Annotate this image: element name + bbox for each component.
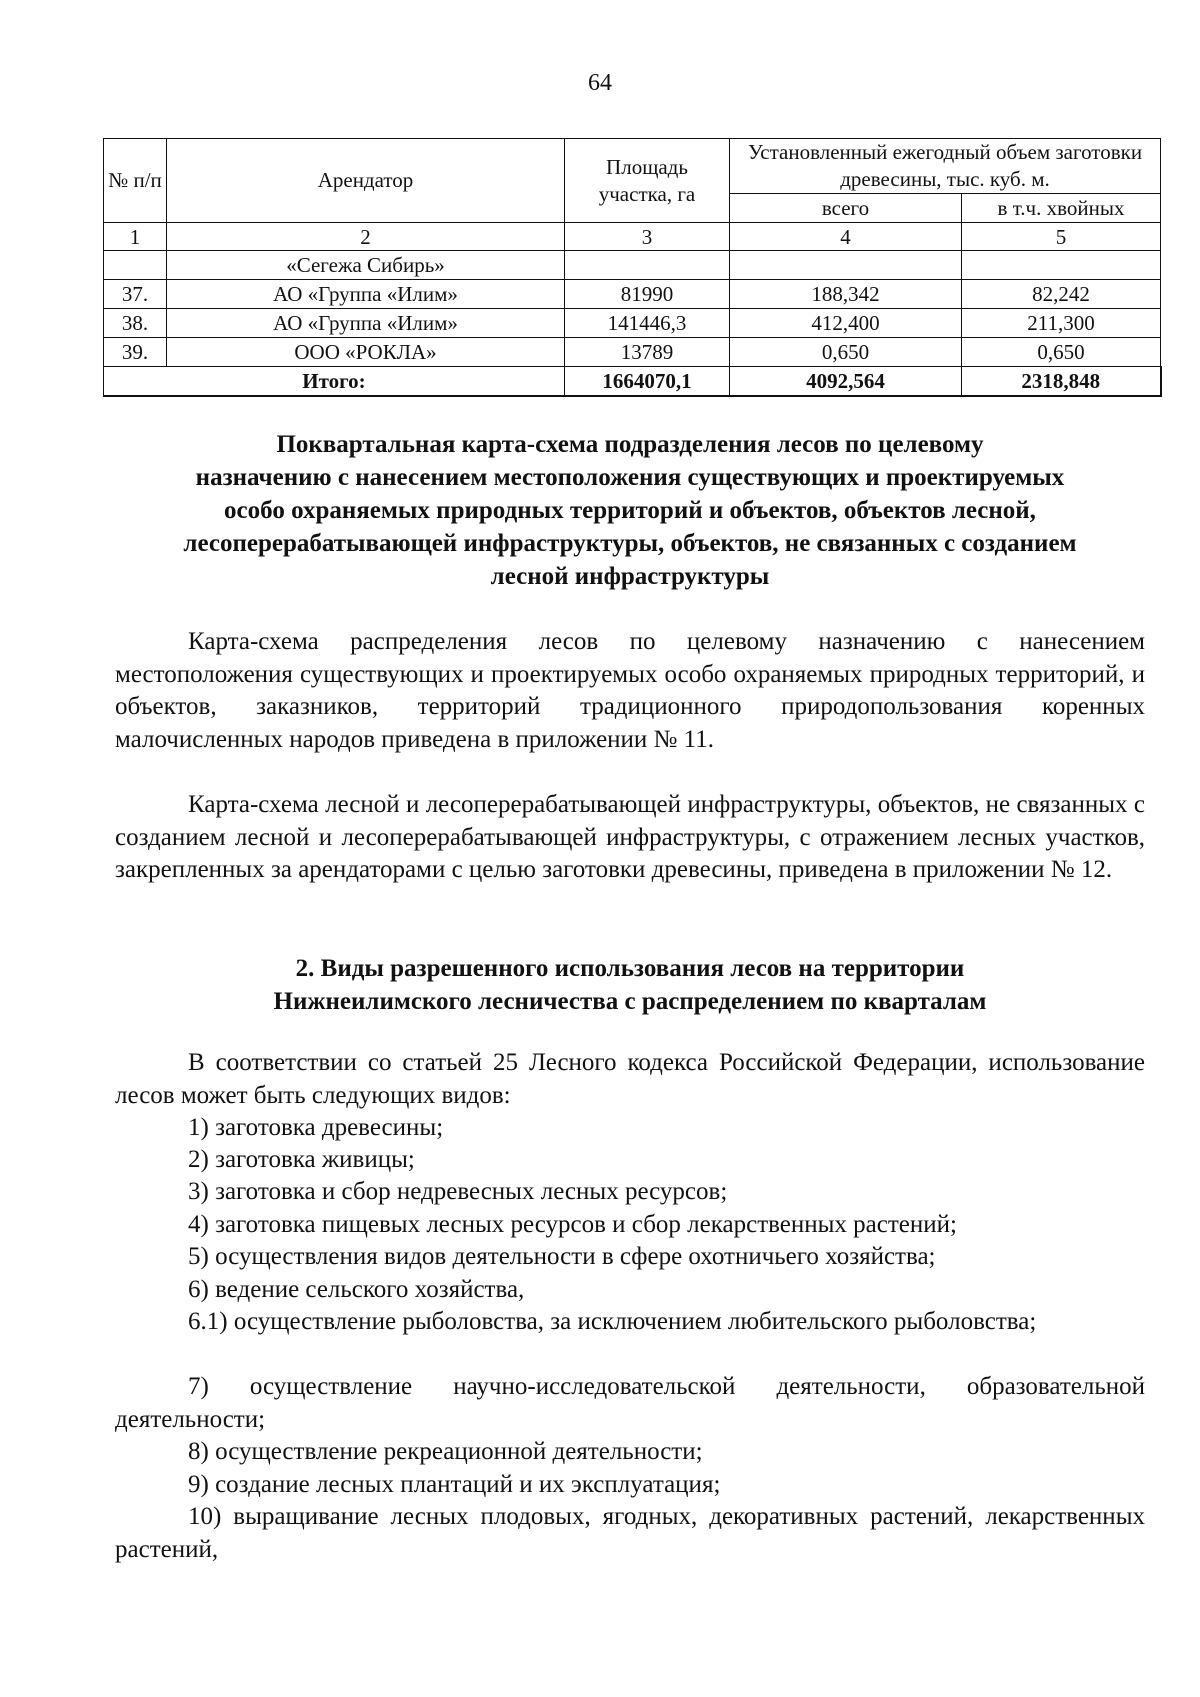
cell-num [104, 251, 167, 280]
title-line: лесной инфраструктуры [490, 563, 770, 590]
total-area: 1664070,1 [565, 367, 730, 397]
title-line: лесоперерабатывающей инфраструктуры, объектов, не связанных с созданием [183, 530, 1077, 557]
header-num: № п/п [104, 139, 167, 223]
section1-title [110, 428, 1150, 593]
section2-intro: В соответствии со статьей 25 Лесного кодекса Российской Федерации, использование лесов может быть следующих видов: [115, 1049, 1145, 1109]
cell-area [565, 251, 730, 280]
list-item: 6.1) осуществление рыболовства, за исключением любительского рыболовства; [188, 1308, 1037, 1335]
list-item: 8) осуществление рекреационной деятельности; [188, 1438, 703, 1465]
column-index: 5 [962, 223, 1161, 251]
cell-area: 13789 [565, 338, 730, 367]
cell-area: 141446,3 [565, 309, 730, 338]
list-item: 3) заготовка и сбор недревесных лесных ресурсов; [188, 1178, 728, 1205]
cell-total [730, 251, 962, 280]
title-line: назначению с нанесением местоположения существующих и проектируемых [195, 464, 1065, 491]
cell-tenant: ООО «РОКЛА» [167, 338, 565, 367]
table-row [104, 309, 1161, 338]
column-index: 3 [565, 223, 730, 251]
list-item: 4) заготовка пищевых лесных ресурсов и сбор лекарственных растений; [188, 1211, 957, 1238]
table-row [104, 251, 1161, 280]
cell-total: 0,650 [730, 338, 962, 367]
cell-coniferous: 0,650 [962, 338, 1161, 367]
header-coniferous: в т.ч. хвойных [962, 194, 1161, 223]
title-line: Нижнеилимского лесничества с распределением по кварталам [273, 988, 987, 1015]
table-row [104, 338, 1161, 367]
section1-paragraph1: Карта-схема распределения лесов по целевому назначению с нанесением местоположения существующих и проектируемых особо охраняемых природных территорий, и объектов, заказников, территорий традиционного природопользования коренных малочисленных народов приведена в приложении № 11. [115, 628, 1145, 753]
list-item: 9) создание лесных плантаций и их эксплуатация; [188, 1471, 721, 1498]
cell-coniferous [962, 251, 1161, 280]
cell-total: 412,400 [730, 309, 962, 338]
header-tenant: Арендатор [167, 139, 565, 223]
header-total: всего [730, 194, 962, 223]
total-label: Итого: [104, 367, 565, 397]
list-item: 5) осуществления видов деятельности в сфере охотничьего хозяйства; [188, 1243, 936, 1270]
title-line: особо охраняемых природных территорий и объектов, объектов лесной, [224, 497, 1036, 524]
column-index-row [104, 223, 1161, 251]
title-line: Поквартальная карта-схема подразделения лесов по целевому [276, 431, 984, 458]
title-line: 2. Виды разрешенного использования лесов на территории [295, 955, 965, 982]
section2-title [110, 952, 1150, 1018]
page-number: 64 [588, 70, 612, 96]
column-index: 2 [167, 223, 565, 251]
cell-coniferous: 211,300 [962, 309, 1161, 338]
section1-paragraph2: Карта-схема лесной и лесоперерабатывающей инфраструктуры, объектов, не связанных с созданием лесной и лесоперерабатывающей инфраструктуры, с отражением лесных участков, закрепленных за арендаторами с целью заготовки древесины, приведена в приложении № 12. [115, 791, 1145, 883]
header-volume-group: Установленный ежегодный объем заготовки древесины, тыс. куб. м. [730, 139, 1161, 194]
list-item: 7) осуществление научно-исследовательской деятельности, образовательной деятельности; [115, 1373, 1145, 1433]
cell-num: 38. [104, 309, 167, 338]
cell-num: 37. [104, 280, 167, 309]
list-item: 2) заготовка живицы; [188, 1146, 415, 1173]
cell-area: 81990 [565, 280, 730, 309]
column-index: 4 [730, 223, 962, 251]
cell-tenant: АО «Группа «Илим» [167, 309, 565, 338]
table-header-row [104, 139, 1161, 194]
list-item: 1) заготовка древесины; [188, 1114, 444, 1141]
cell-num: 39. [104, 338, 167, 367]
lease-volume-table [103, 138, 1162, 397]
total-coniferous: 2318,848 [962, 367, 1161, 397]
header-area: Площадь участка, га [565, 139, 730, 223]
cell-total: 188,342 [730, 280, 962, 309]
list-item: 10) выращивание лесных плодовых, ягодных, декоративных растений, лекарственных растений, [115, 1503, 1145, 1563]
total-volume: 4092,564 [730, 367, 962, 397]
table-row [104, 280, 1161, 309]
cell-tenant: «Сегежа Сибирь» [167, 251, 565, 280]
cell-tenant: АО «Группа «Илим» [167, 280, 565, 309]
list-item: 6) ведение сельского хозяйства, [188, 1276, 525, 1303]
cell-coniferous: 82,242 [962, 280, 1161, 309]
table-total-row [104, 367, 1161, 397]
column-index: 1 [104, 223, 167, 251]
